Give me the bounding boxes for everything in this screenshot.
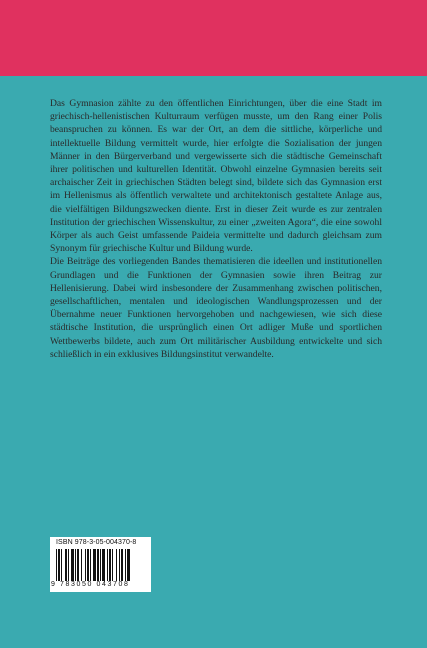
isbn-barcode (50, 537, 151, 592)
barcode-bar (65, 549, 67, 581)
barcode-bar (71, 549, 74, 581)
top-color-band (0, 0, 427, 76)
barcode-bar (116, 549, 117, 581)
barcode-bar (75, 549, 76, 581)
blurb-paragraph-1: Das Gymnasion zählte zu den öffentlichen Einrichtungen, über die eine Stadt im griechisch-hellenistischen Kulturraum verfügen musste, um den Rang einer Polis beanspruchen zu können. Es war der Ort, an dem die sittliche, körperliche und intellektuelle Bildung vermittelt wurde, hier erfolgte die Sozialisation der jungen Männer in den Bürgerverband und vergewisserte sich die städtische Gemeinschaft ihrer politischen und kulturellen Identität. Obwohl einzelne Gymnasien bereits seit archaischer Zeit in griechischen Städten belegt sind, bildete sich das Gymnasion erst im Hellenismus als öffentlich verwaltete und architektonisch gestaltete Anlage aus, die vielfältigen Bildungszwecken diente. Erst in dieser Zeit wurde es zur zentralen Institution der griechischen Wissenskultur, zu einer „zweiten Agora“, die eine sowohl Körper als auch Geist umfassende Paideia vermittelte und dadurch gleichsam zum Synonym für griechische Kultur und Bildung wurde. (50, 98, 382, 255)
barcode-bar (127, 549, 130, 581)
barcode-bar (90, 549, 91, 581)
barcode-bar (68, 549, 69, 581)
barcode-bar (87, 549, 89, 581)
barcode-bar (121, 549, 123, 581)
barcode-bar (125, 549, 126, 581)
barcode-bar (93, 549, 96, 581)
barcode-bar (119, 549, 120, 581)
barcode-bar (81, 549, 82, 581)
barcode-bar (85, 549, 86, 581)
barcode-bar (112, 549, 113, 581)
barcode-bar (58, 549, 60, 581)
back-cover-blurb (50, 97, 382, 361)
barcode-bar (61, 549, 62, 581)
barcode-bar (97, 549, 99, 581)
barcode-number: 9 783050 043708 (51, 581, 130, 588)
barcode-bar (100, 549, 101, 581)
blurb-paragraph-2: Die Beiträge des vorliegenden Bandes thematisieren die ideellen und institutionellen Grundlagen und die Funktionen der Gymnasien sowie ihren Beitrag zur Hellenisierung. Dabei wird insbesondere der Zusammenhang zwischen politischen, gesellschaftlichen, mentalen und ideologischen Wandlungsprozessen und der Übernahme neuer Funktionen hervorgehoben und nachgewiesen, wie sich diese städtische Institution, die ursprünglich einen Ort adliger Muße und sportlichen Wettbewerbs bildete, auch zum Ort militärischer Ausbildung entwickelte und sich schließlich in ein exklusives Bildungsinstitut verwandelte. (50, 256, 382, 360)
barcode-bar (109, 549, 111, 581)
barcode-bar (77, 549, 79, 581)
isbn-label: ISBN 978-3-05-004370-8 (56, 539, 137, 546)
barcode-bars (56, 549, 145, 581)
barcode-bar (102, 549, 105, 581)
barcode-bar (107, 549, 108, 581)
barcode-bar (56, 549, 57, 581)
